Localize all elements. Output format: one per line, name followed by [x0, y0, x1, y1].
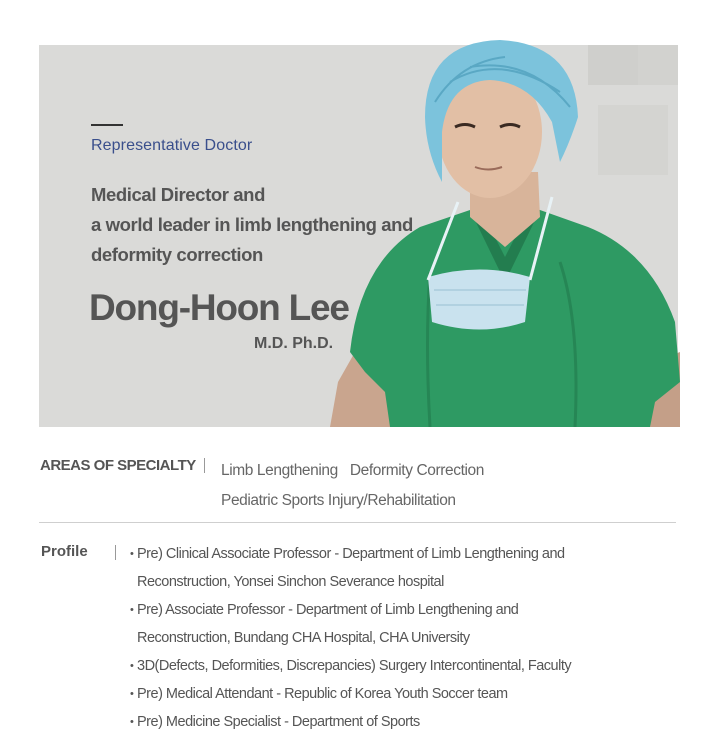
profile-item: • Pre) Associate Professor - Department of Limb Lengthening and — [130, 596, 610, 624]
accent-bar — [91, 124, 123, 126]
profile-list — [130, 540, 610, 736]
profile-item: • Pre) Medical Attendant - Republic of Korea Youth Soccer team — [130, 680, 610, 708]
profile-item-continuation: Reconstruction, Yonsei Sinchon Severance hospital — [137, 574, 444, 590]
headline-line: deformity correction — [91, 244, 263, 265]
profile-item: • Pre) Medicine Specialist - Department of Sports — [130, 708, 610, 736]
specialty-item: Limb Lengthening — [221, 462, 338, 479]
doctor-degree: M.D. Ph.D. — [254, 335, 334, 352]
specialty-item: Deformity Correction — [349, 462, 484, 479]
specialty-divider — [204, 458, 205, 473]
doctor-headline — [91, 180, 431, 270]
doctor-name: Dong-Hoon Lee — [89, 287, 349, 328]
specialty-item: Pediatric Sports Injury/Rehabilitation — [221, 492, 456, 509]
profile-title: Profile — [41, 543, 88, 560]
profile-item: • Pre) Clinical Associate Professor - Department of Limb Lengthening and — [130, 540, 610, 568]
profile-divider — [115, 545, 116, 560]
section-divider — [39, 522, 676, 523]
profile-item-continuation: Reconstruction, Bundang CHA Hospital, CHA University — [137, 630, 470, 646]
profile-item: • 3D(Defects, Deformities, Discrepancies) Surgery Intercontinental, Faculty — [130, 652, 610, 680]
headline-line: a world leader in limb lengthening and — [91, 214, 413, 235]
specialty-list — [221, 456, 484, 516]
doctor-role: Representative Doctor — [91, 137, 253, 154]
headline-line: Medical Director and — [91, 184, 265, 205]
specialty-title: AREAS OF SPECIALTY — [40, 457, 196, 474]
